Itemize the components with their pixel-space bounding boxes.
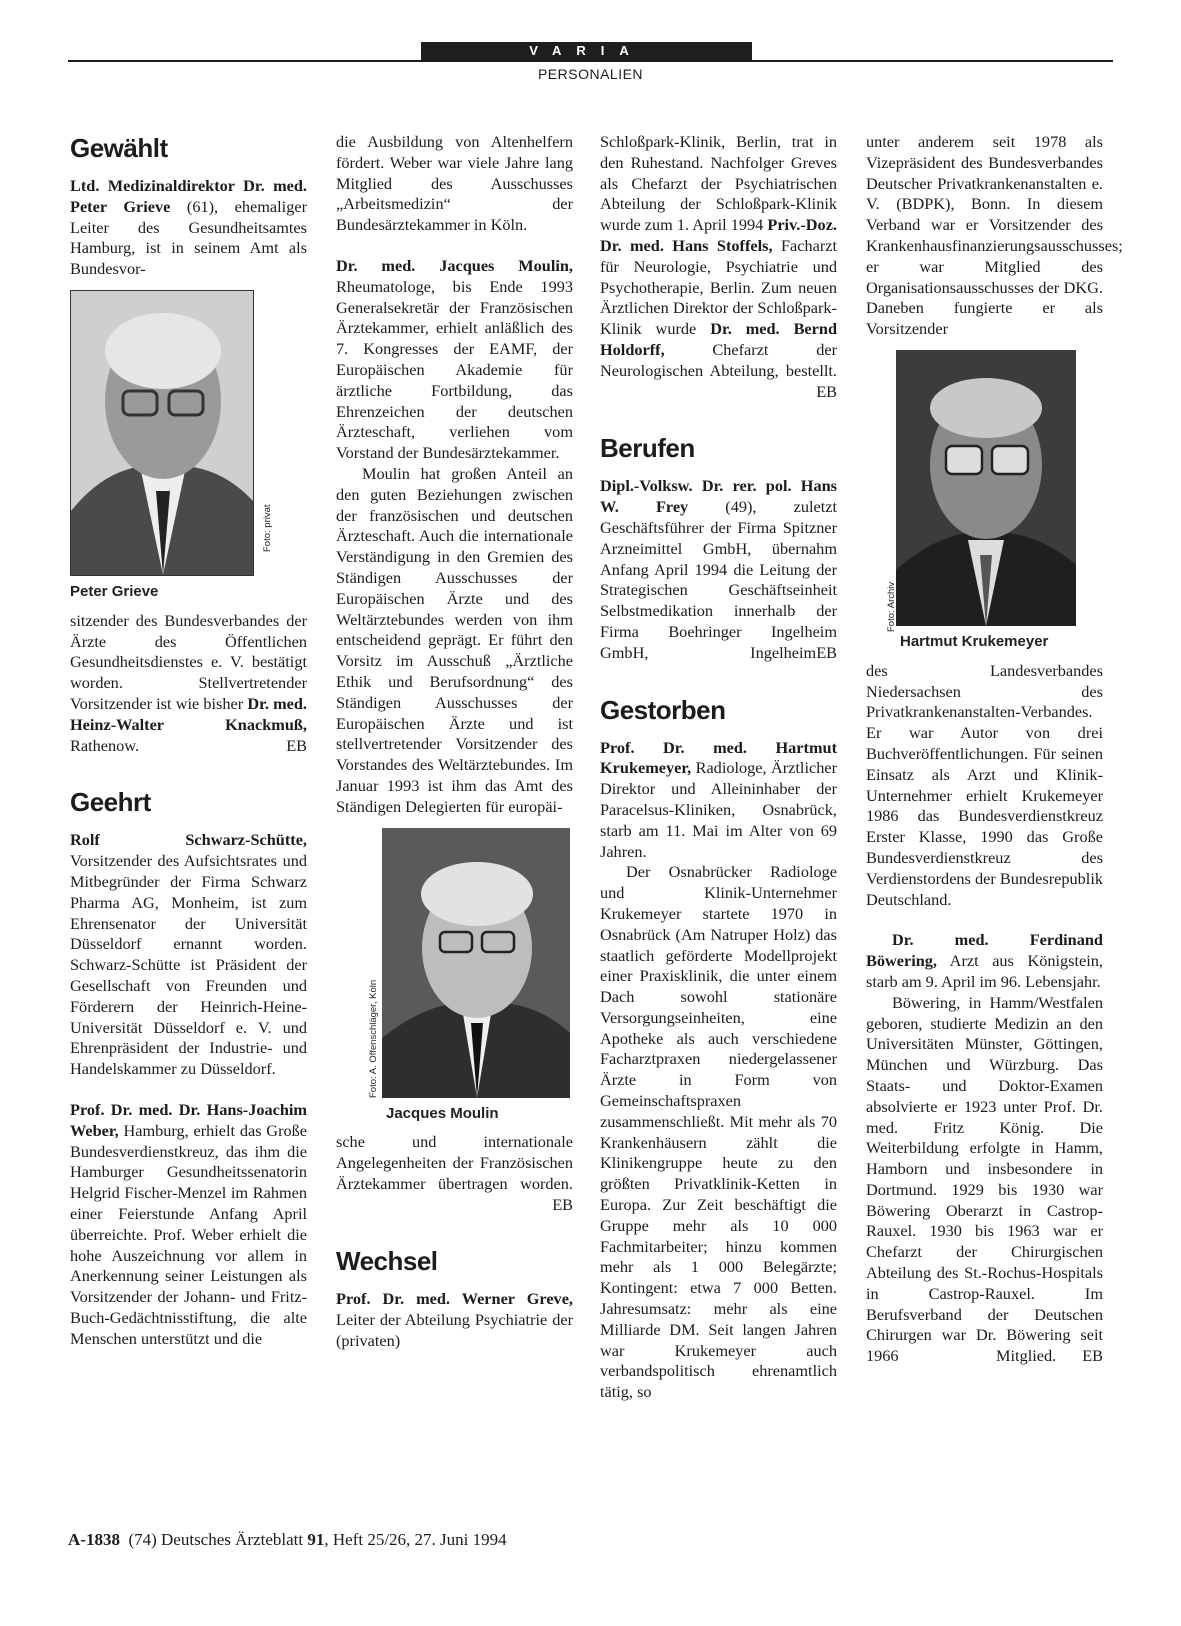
paragraph-krukemeyer: [600, 738, 837, 863]
paragraph-krukemeyer-2: Der Osnabrücker Radiologe und Klinik-Unternehmer Krukemeyer startete 1970 in Osnabrück (Am Natruper Holz) das staatlich geförderte Modellprojekt einer Praxisklinik, die unter einem Dach sowohl stationäre Versorgungseinheiten, eine Apotheke als auch verschiedene Facharztpraxen niedergelassener Ärzte in Form von Gemeinschaftspraxen zusammenschließt. Mit mehr als 70 Krankenhäusern zählt die Klinikengruppe heute zu den größten Privatklinik-Ketten in Europa. Zur Zeit beschäftigt die Gruppe mehr als 10 000 Fachmitarbeiter; hinzu kommen mehr als 1 000 Belegärzte; Kontingent: etwa 7 000 Betten. Jahresumsatz: mehr als eine Milliarde DM. Seit langen Jahren war Krukemeyer auch verbandspolitisch ehrenamtlich tätig, so: [600, 862, 837, 1402]
footer-text: (74) Deutsches Ärzteblatt: [128, 1530, 308, 1549]
author-signature: EB: [1082, 1346, 1103, 1366]
name-knackmuss: Dr. med. Heinz-Walter Knackmuß,: [70, 693, 308, 734]
name-stoffels: Priv.-Doz. Dr. med. Hans Stoffels,: [600, 215, 837, 255]
paragraph-krukemeyer-cont: unter anderem seit 1978 als Vizepräsident des Bundesverbandes Deutscher Privatkrankenanstalten e. V. (BDPK), Bonn. In diesem Verband war er Vorsitzender des Krankenhausfinanzierungsausschusses; er war Mitglied des Organisationsausschusses der DKG. Daneben fungierte er als Vorsitzender: [866, 132, 1123, 339]
paragraph-text: sitzender des Bundesverbandes der Ärzte des Öffentlichen Gesundheitsdienstes e. V. bestätigt worden. Stellvertretender Vorsitzender ist wie bisher: [70, 610, 307, 713]
section-banner: VARIA: [421, 42, 752, 60]
paragraph-text: Hamburg, erhielt das Große Bundesverdienstkreuz, das ihm die Hamburger Gesundheitssenatorin Helgrid Fischer-Menzel im Rahmen einer Feierstunde Anfang April überreichte. Prof. Weber erhielt die hohe Auszeichnung vor allem in Anerkennung seiner Leistungen als Vorsitzender der Johann- und Fritz-Buch-Gedächtnisstiftung, die alte Menschen unterstützt und die: [70, 1120, 307, 1348]
paragraph-text: Arzt aus Königstein, starb am 9. April im 96. Lebensjahr.: [866, 951, 1103, 991]
paragraph-boewering-2: [866, 993, 1103, 1367]
heading-gestorben: Gestorben: [600, 694, 726, 725]
heading-gewaehlt: Gewählt: [70, 133, 168, 163]
column-4: [866, 132, 1123, 1367]
paragraph-text: Chefarzt der Neurologischen Abteilung, bestellt.: [600, 339, 837, 380]
header-rule: [68, 60, 1113, 62]
author-signature: EB: [816, 642, 837, 662]
heading-wechsel: Wechsel: [336, 1246, 438, 1277]
name-moulin: Dr. med. Jacques Moulin,: [336, 255, 573, 275]
column-3: [600, 132, 837, 1403]
name-krukemeyer: Prof. Dr. med. Hartmut Krukemeyer,: [600, 737, 837, 778]
page-footer: [68, 1530, 507, 1550]
paragraph-text: Rheumatologe, bis Ende 1993 Generalsekretär der Französischen Ärztekammer, erhielt anläßlich des 7. Kongresses der EAMF, der Europäischen Akademie für ärztliche Fortbildung, das Ehrenzeichen der deutschen Ärzteschaft, verliehen vom Vorstand der Bundesärztekammer.: [336, 276, 573, 463]
footer-text: , Heft 25/26, 27. Juni 1994: [324, 1530, 507, 1549]
portrait-peter-grieve: [70, 290, 254, 576]
paragraph-text: Radiologe, Ärztlicher Direktor und Alleininhaber der Paracelsus-Kliniken, Osnabrück, starb am 11. Mai im Alter von 69 Jahren.: [600, 758, 837, 861]
paragraph-weber-cont: die Ausbildung von Altenhelfern fördert. Weber war viele Jahre lang Mitglied des Ausschusses „Arbeitsmedizin“ der Bundesärztekammer in Köln.: [336, 132, 573, 235]
paragraph-greve-cont: [600, 132, 837, 402]
paragraph-text: sche und internationale Angelegenheiten der Französischen Ärztekammer übertragen worden.: [336, 1132, 573, 1193]
photo-caption: Hartmut Krukemeyer: [900, 632, 1049, 650]
paragraph-text: Böwering, in Hamm/Westfalen geboren, studierte Medizin an den Universitäten Münster, Göttingen, München und Würzburg. Das Staats- und Doktor-Examen absolvierte er 1923 unter Prof. Dr. med. Fritz König. Die Weiterbildung erfolgte in Hamm, Hamborn und insbesondere in Dortmund. 1929 bis 1930 war Böwering Oberarzt in Castrop-Rauxel. 1930 bis 1963 war er Chefarzt der Chirurgischen Abteilung des St.-Rochus-Hospitals in Castrop-Rauxel. Im Berufsverband der Deutschen Chirurgen war Dr. Böwering seit 1966 Mitglied.: [866, 992, 1103, 1366]
name-weber: Prof. Dr. med. Dr. Hans-Joachim Weber,: [70, 1099, 307, 1140]
column-1: [70, 132, 307, 1349]
name-holdorff: Dr. med. Bernd Holdorff,: [600, 319, 837, 359]
photo-hartmut-krukemeyer: [886, 350, 1103, 653]
paragraph-grieve: [70, 176, 307, 280]
paragraph-text: Rathenow.: [70, 735, 140, 755]
paragraph-text: (49), zuletzt Geschäftsführer der Firma Spitzner Arzneimittel GmbH, übernahm Anfang April 1994 die Leitung der Strategischen Geschäftseinheit Selbstmedikation innerhalb der Firma Boehringer Ingelheim GmbH, Ingelheim: [600, 497, 837, 662]
portrait-hartmut-krukemeyer: [896, 350, 1076, 626]
paragraph-moulin: [336, 256, 573, 464]
name-frey: Dipl.-Volksw. Dr. rer. pol. Hans W. Frey: [600, 476, 837, 517]
paragraph-text: Schloßpark-Klinik, Berlin, trat in den Ruhestand. Nachfolger Greves als Chefarzt der Psychiatrischen Abteilung der Schloßpark-Klinik wurde zum 1. April 1994: [600, 132, 837, 235]
name-peter-grieve: Ltd. Medizinaldirektor Dr. med. Peter Grieve: [70, 176, 307, 216]
photo-caption: Peter Grieve: [70, 582, 159, 600]
author-signature: EB: [816, 381, 837, 401]
paragraph-text: (61), ehemaliger Leiter des Gesundheitsamtes Hamburg, ist in seinem Amt als Bundesvor-: [70, 196, 307, 279]
name-greve: Prof. Dr. med. Werner Greve,: [336, 1289, 573, 1309]
paragraph-text: Facharzt für Neurologie, Psychiatrie und Psychotherapie, Berlin. Zum neuen Ärztlichen Direktor der Schloßpark-Klinik wurde: [600, 235, 837, 339]
paragraph-text: Vorsitzender des Aufsichtsrates und Mitbegründer der Firma Schwarz Pharma AG, Monheim, ist zum Ehrensenator der Universität Düsseldorf ernannt worden. Schwarz-Schütte ist Präsident der Gesellschaft von Freunden und Förderern der Heinrich-Heine-Universität Düsseldorf e. V. und Ehrenpräsident der Industrie- und Handelskammer zu Düsseldorf.: [70, 851, 307, 1079]
photo-jacques-moulin: [368, 828, 573, 1125]
name-boewering: Dr. med. Ferdinand Böwering,: [866, 930, 1103, 971]
photo-caption: Jacques Moulin: [386, 1104, 499, 1122]
paragraph-moulin-2: Moulin hat großen Anteil an den guten Beziehungen zwischen der französischen und deutschen Ärzteschaft. Auch die internationale Verständigung in den Gremien des Ständigen Ausschusses der Europäischen Ärzte und des Weltärztebundes werden von ihm entscheidend geprägt. Er führt den Vorsitz im Ausschuß „Ärztliche Ethik und Berufsordnung“ des Ständigen Ausschusses der Europäischen Ärzte und ist stellvertretender Vorsitzender des Vorstandes des Weltärztebundes. Im Januar 1993 ist ihm das Amt des Ständigen Delegierten für europäi-: [336, 463, 573, 816]
paragraph-greve: [336, 1289, 573, 1351]
section-title: PERSONALIEN: [537, 66, 644, 82]
photo-peter-grieve: [70, 290, 307, 603]
photo-credit: Foto: A. Offenschläger, Köln: [368, 979, 379, 1098]
paragraph-moulin-3: [336, 1132, 573, 1215]
paragraph-weber: [70, 1100, 307, 1350]
paragraph-frey: [600, 476, 837, 663]
paragraph-schwarz-schuette: [70, 830, 307, 1080]
volume-number: 91: [307, 1530, 325, 1549]
paragraph-text: Leiter der Abteilung Psychiatrie der (privaten): [336, 1310, 573, 1351]
column-2: [336, 132, 573, 1352]
page-number: A-1838: [68, 1530, 120, 1549]
author-signature: EB: [286, 735, 307, 755]
portrait-jacques-moulin: [382, 828, 570, 1098]
author-signature: EB: [552, 1194, 573, 1214]
paragraph-boewering: [866, 930, 1103, 992]
name-schwarz-schuette: Rolf Schwarz-Schütte,: [70, 830, 307, 850]
heading-berufen: Berufen: [600, 433, 695, 464]
paragraph-krukemeyer-3: des Landesverbandes Niedersachsen des Privatkrankenanstalten-Verbandes. Er war Autor von drei Buchveröffentlichungen. Für seinen Einsatz als Arzt und Klinik-Unternehmer erhielt Krukemeyer 1986 das Bundesverdienstkreuz Erster Klasse, 1990 das Große Bundesverdienstkreuz des Verdienstordens der Bundesrepublik Deutschland.: [866, 660, 1103, 909]
heading-geehrt: Geehrt: [70, 787, 151, 818]
photo-credit: Foto: privat: [262, 504, 273, 552]
photo-credit: Foto: Archiv: [886, 581, 897, 632]
paragraph-grieve-cont: [70, 611, 307, 757]
